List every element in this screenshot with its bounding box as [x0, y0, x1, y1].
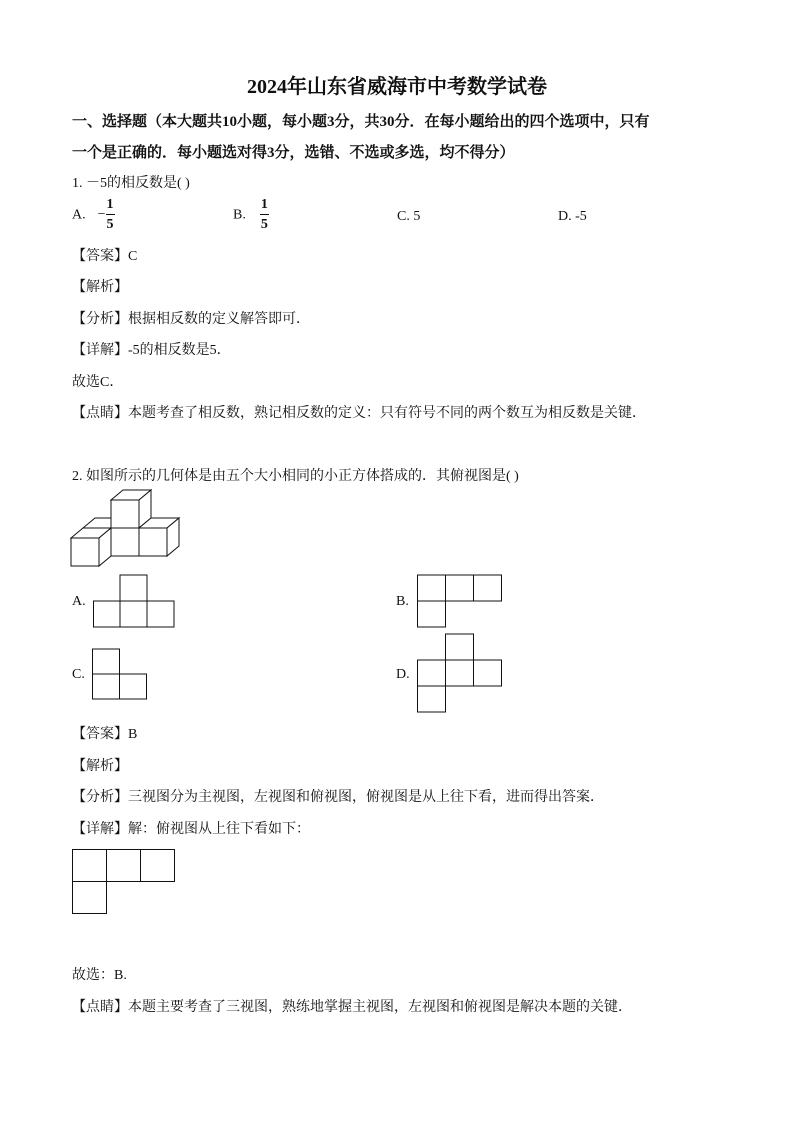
- q1-answer: 【答案】C: [72, 249, 138, 264]
- grid-cell: [418, 601, 446, 627]
- q1-xiangjie: 【详解】-5的相反数是5．: [72, 343, 231, 358]
- q2-analysis-heading: 【解析】: [72, 759, 128, 774]
- cube-top-front: [111, 500, 139, 528]
- q2-stem: 2. 如图所示的几何体是由五个大小相同的小正方体搭成的．其俯视图是( ): [72, 469, 519, 484]
- grid-cell: [446, 575, 474, 601]
- q2-guxuan: 故选：B.: [72, 968, 127, 983]
- q1-option-b-fraction: [260, 198, 269, 232]
- q1-option-d: D. -5: [558, 209, 587, 224]
- q2-answer: 【答案】B: [72, 727, 138, 742]
- q1-fenxi: 【分析】根据相反数的定义解答即可．: [72, 312, 310, 327]
- grid-cell: [446, 634, 474, 660]
- q1-option-b-numerator: 1: [260, 197, 268, 212]
- q1-dianjing: 【点睛】本题考查了相反数，熟记相反数的定义：只有符号不同的两个数互为相反数是关键．: [72, 406, 646, 421]
- q2-option-b-figure: [417, 574, 503, 628]
- q2-option-c-figure: [92, 648, 150, 702]
- q1-stem: 1. －5的相反数是( ): [72, 176, 190, 191]
- q2-option-d-label: D.: [396, 667, 410, 682]
- grid-cell: [73, 850, 107, 882]
- q2-option-c-label: C.: [72, 667, 85, 682]
- q2-fenxi: 【分析】三视图分为主视图，左视图和俯视图，俯视图是从上往下看，进而得出答案．: [72, 790, 604, 805]
- cube-backleft-top: [83, 518, 111, 528]
- grid-cell: [141, 850, 175, 882]
- grid-cell: [120, 601, 147, 627]
- cube-left-front: [71, 538, 99, 566]
- grid-cell: [120, 674, 147, 699]
- grid-cell: [73, 882, 107, 914]
- grid-cell: [474, 660, 502, 686]
- q1-option-a: [72, 198, 115, 232]
- q1-guxuan: 故选C．: [72, 375, 124, 390]
- q1-option-b: [233, 198, 269, 232]
- grid-cell: [418, 575, 446, 601]
- section-heading-line1: 一、选择题（本大题共10小题，每小题3分，共30分．在每小题给出的四个选项中，只有: [72, 114, 650, 130]
- q1-analysis-heading: 【解析】: [72, 280, 128, 295]
- q2-option-b-label: B.: [396, 594, 409, 609]
- q1-option-b-label: B.: [233, 207, 246, 223]
- cube-mid-front: [111, 528, 139, 556]
- grid-cell: [93, 674, 120, 699]
- q1-option-a-sign: −: [97, 207, 106, 222]
- q2-option-a-label: A.: [72, 594, 86, 609]
- grid-cell: [474, 575, 502, 601]
- grid-cell: [147, 601, 174, 627]
- q1-option-a-fraction: [106, 198, 115, 232]
- exam-title: 2024年山东省威海市中考数学试卷: [247, 76, 547, 98]
- q1-option-c: C. 5: [397, 209, 421, 224]
- q1-option-a-label: A.: [72, 207, 86, 223]
- q2-xiangjie: 【详解】解：俯视图从上往下看如下：: [72, 822, 310, 837]
- grid-cell: [93, 649, 120, 674]
- grid-cell: [418, 686, 446, 712]
- q2-solid-figure: [71, 488, 183, 570]
- q2-dianjing: 【点睛】本题主要考查了三视图，熟练地掌握主视图，左视图和俯视图是解决本题的关键．: [72, 1000, 632, 1015]
- q2-option-d-figure: [417, 633, 503, 715]
- q1-option-b-denominator: 5: [260, 214, 269, 232]
- grid-cell: [94, 601, 121, 627]
- grid-cell: [120, 575, 147, 601]
- grid-cell: [446, 660, 474, 686]
- q2-top-view-figure: [72, 849, 178, 917]
- q2-option-a-figure: [93, 574, 177, 628]
- q1-option-a-denominator: 5: [106, 214, 115, 232]
- section-heading-line2: 一个是正确的．每小题选对得3分，选错、不选或多选，均不得分）: [72, 145, 515, 161]
- q1-option-a-numerator: 1: [106, 197, 114, 212]
- grid-cell: [107, 850, 141, 882]
- grid-cell: [418, 660, 446, 686]
- cube-right-front: [139, 528, 167, 556]
